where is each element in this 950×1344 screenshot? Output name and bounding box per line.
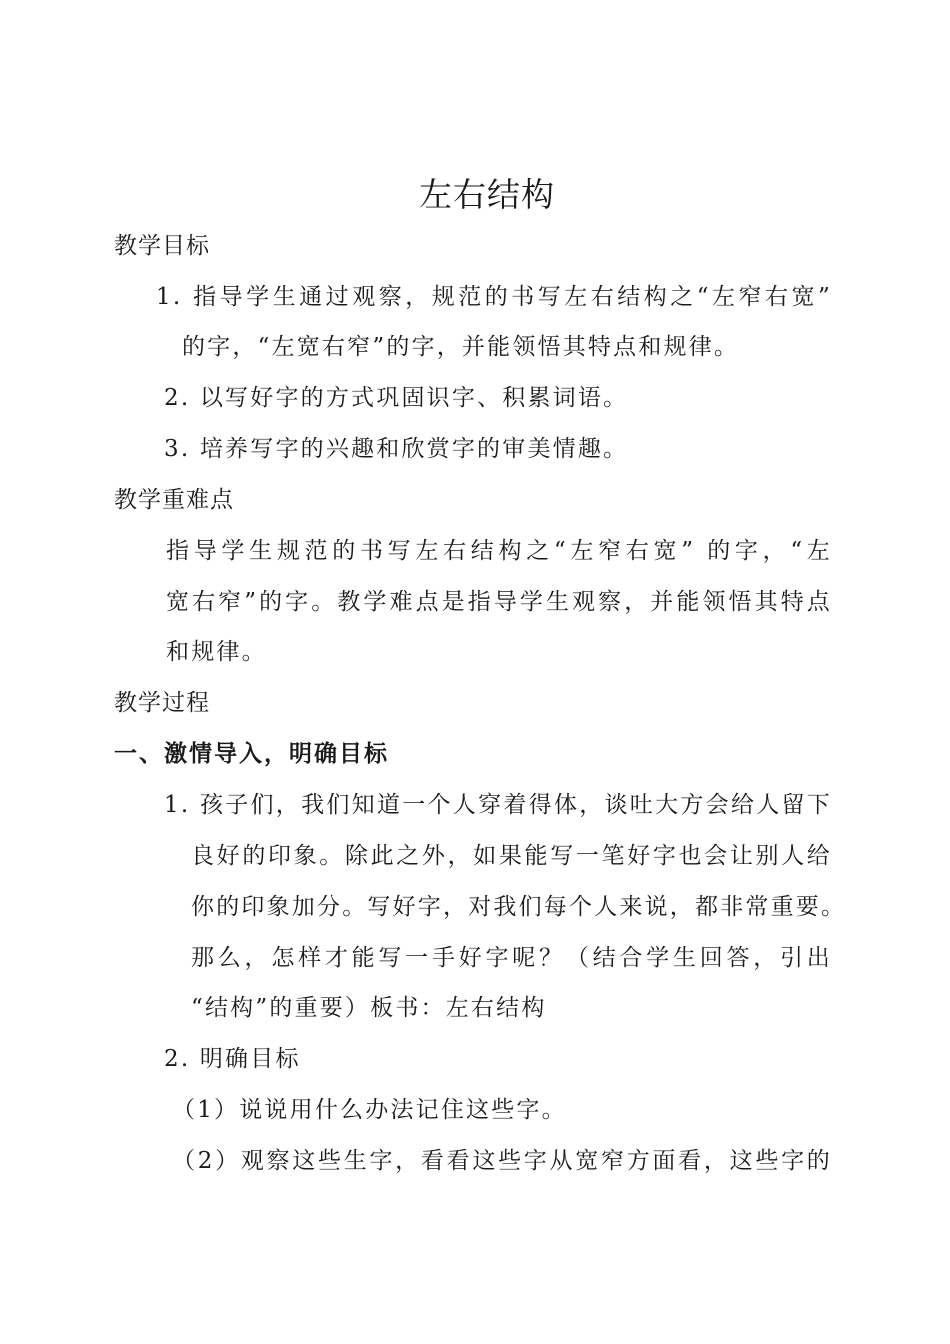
key-points-line-3: 和规律。 (166, 639, 267, 665)
section-1-sub-1: （1）说说用什么办法记住这些字。 (172, 1097, 567, 1123)
section-1-item-1-line-4: 那么，怎样才能写一手好字呢？（结合学生回答，引出 (191, 945, 832, 971)
section-1-item-1-line-3: 你的印象加分。写好字，对我们每个人来说，都非常重要。 (191, 894, 847, 920)
section-1-sub-2: （2）观察这些生字，看看这些字从宽窄方面看，这些字的 (172, 1148, 832, 1174)
section-1-item-1-line-5: “结构”的重要）板书：左右结构 (191, 995, 547, 1021)
section-1-item-1-line-2: 良好的印象。除此之外，如果能写一笔好字也会让别人给 (191, 843, 832, 869)
key-points-line-2: 宽右窄”的字。教学难点是指导学生观察，并能领悟其特点 (166, 589, 832, 615)
document-title: 左右结构 (419, 175, 555, 214)
section-1-item-1-line-1: 1. 孩子们，我们知道一个人穿着得体，谈吐大方会给人留下 (164, 792, 832, 818)
objective-1-line-1: 1. 指导学生通过观察，规范的书写左右结构之“左窄右宽” (156, 284, 832, 310)
section-1-item-2: 2. 明确目标 (164, 1046, 301, 1072)
key-points-heading: 教学重难点 (114, 487, 234, 513)
key-points-line-1: 指导学生规范的书写左右结构之“左窄右宽” 的字，“左 (166, 538, 832, 564)
objective-1-line-2: 的字，“左宽右窄”的字，并能领悟其特点和规律。 (182, 334, 740, 360)
process-heading: 教学过程 (114, 690, 210, 716)
objective-3: 3. 培养写字的兴趣和欣赏字的审美情趣。 (164, 436, 629, 462)
objectives-heading: 教学目标 (114, 233, 210, 259)
objective-2: 2. 以写好字的方式巩固识字、积累词语。 (164, 385, 629, 411)
section-1-heading: 一、激情导入，明确目标 (114, 741, 389, 767)
